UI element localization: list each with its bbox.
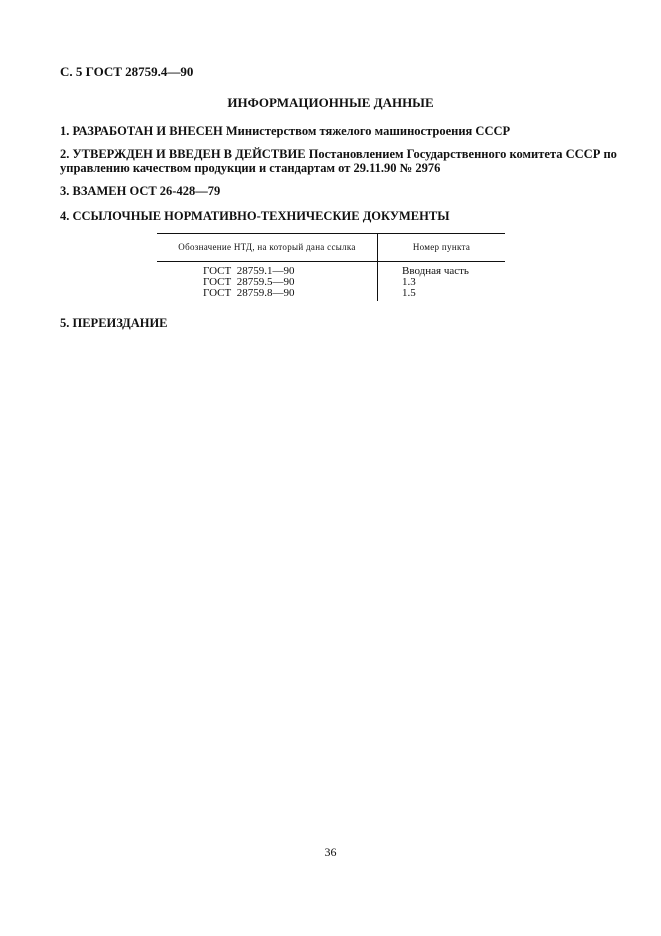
table-cell-clause: Вводная часть	[402, 265, 469, 277]
column-header-document: Обозначение НТД, на который дана ссылка	[178, 242, 356, 252]
reference-table	[157, 233, 505, 301]
item-lead: ВЗАМЕН ОСТ 26-428—79	[72, 184, 221, 198]
table-cell-document: ГОСТ 28759.5—90	[203, 276, 295, 288]
item-text: Министерством тяжелого машиностроения СССР	[225, 124, 511, 138]
document-column	[157, 262, 377, 301]
item-lead: РАЗРАБОТАН И ВНЕСЕН	[72, 124, 223, 138]
item-number: 2.	[60, 147, 70, 161]
table-cell-clause: 1.5	[402, 287, 416, 299]
item-lead: УТВЕРЖДЕН И ВВЕДЕН В ДЕЙСТВИЕ	[72, 147, 306, 161]
clause-column	[377, 262, 505, 301]
info-item-approved	[60, 147, 620, 175]
table-cell-clause: 1.3	[402, 276, 416, 288]
info-item-reissue	[60, 316, 620, 330]
item-number: 5.	[60, 316, 70, 330]
item-number: 3.	[60, 184, 70, 198]
item-lead: ПЕРЕИЗДАНИЕ	[72, 316, 168, 330]
table-cell-document: ГОСТ 28759.8—90	[203, 287, 295, 299]
page-number: 36	[324, 845, 337, 859]
column-header-clause: Номер пункта	[377, 234, 505, 261]
reference-table-header	[157, 234, 505, 262]
section-title: ИНФОРМАЦИОННЫЕ ДАННЫЕ	[227, 95, 434, 110]
item-lead: ССЫЛОЧНЫЕ НОРМАТИВНО-ТЕХНИЧЕСКИЕ ДОКУМЕНТЫ	[72, 209, 450, 223]
item-number: 1.	[60, 124, 70, 138]
page-header: С. 5 ГОСТ 28759.4—90	[60, 64, 194, 79]
table-cell-document: ГОСТ 28759.1—90	[203, 265, 295, 277]
item-text: Постановлением Государственного комитета СССР по управлению качеством продукции и стандартам от 29.11.90 № 2976	[60, 147, 617, 175]
reference-table-body	[157, 262, 505, 301]
info-item-developed	[60, 124, 620, 138]
item-number: 4.	[60, 209, 70, 223]
info-item-replaces	[60, 184, 620, 198]
info-item-references	[60, 209, 620, 223]
